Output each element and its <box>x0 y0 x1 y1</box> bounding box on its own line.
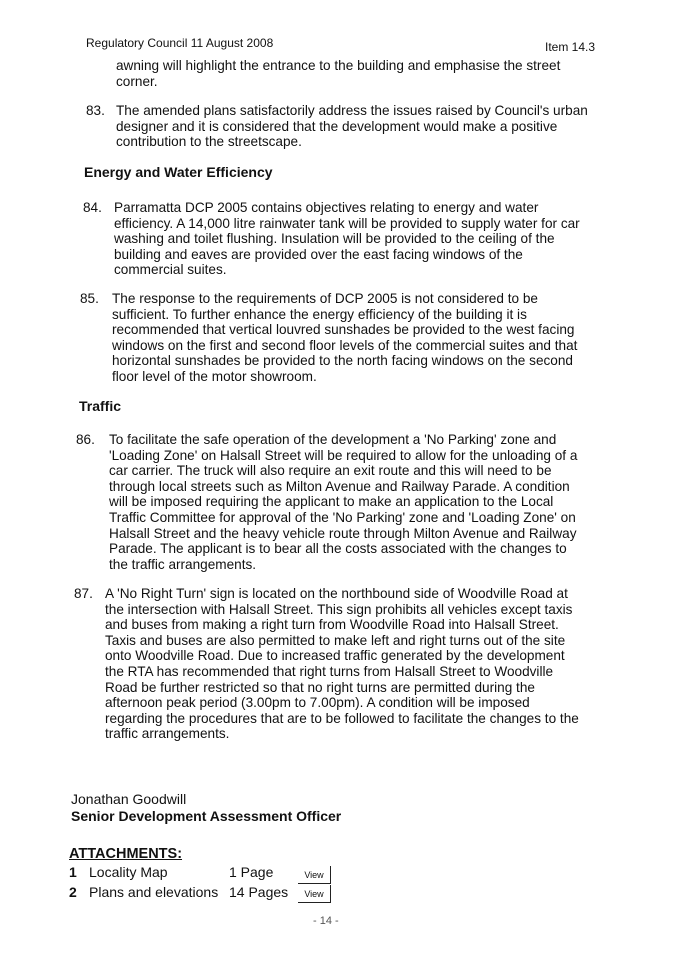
paragraph-text: To facilitate the safe operation of the development a 'No Parking' zone and 'Loading Zone' on Halsall Street will be required to allow for the unloading of a car carrier. The truck will also require an exit route and this will need to be through local streets such as Milton Avenue and Railway Parade. A condition will be imposed requiring the applicant to make an application to the Local Traffic Committee for approval of the 'No Parking' zone and 'Loading Zone' on Halsall Street and the heavy vehicle route through Milton Avenue and Railway Parade. The applicant is to bear all the costs associated with the changes to the traffic arrangements. <box>109 432 578 572</box>
paragraph-number: 83. <box>86 103 105 118</box>
page-number: - 14 - <box>313 915 339 927</box>
heading-traffic: Traffic <box>79 398 122 414</box>
paragraph-text: A 'No Right Turn' sign is located on the northbound side of Woodville Road at the intersection with Halsall Street. This sign prohibits all vehicles except taxis and buses from making a right turn from Woodville Road into Halsall Street. Taxis and buses are also permitted to make left and right turns out of the site onto Woodville Road. Due to increased traffic generated by the development the RTA has recommended that right turns from Halsall Street to Woodville Road be further restricted so that no right turns are permitted during the afternoon peak period (3.00pm to 7.00pm). A condition will be imposed regarding the procedures that are to be followed to facilitate the changes to the traffic arrangements. <box>105 586 579 742</box>
attachments-heading: ATTACHMENTS: <box>69 846 183 862</box>
signature-name: Jonathan Goodwill <box>71 791 187 807</box>
header-meeting: Regulatory Council 11 August 2008 <box>86 36 274 50</box>
continuation-text: awning will highlight the entrance to the building and emphasise the street corner. <box>116 58 561 89</box>
header-item-number: Item 14.3 <box>545 40 596 54</box>
paragraph-number: 85. <box>80 291 99 306</box>
paragraph-number: 87. <box>74 586 93 601</box>
paragraph-number: 84. <box>83 200 102 215</box>
attachment-number: 1 <box>69 864 77 880</box>
paragraph-text: Parramatta DCP 2005 contains objectives relating to energy and water efficiency. A 14,000 litre rainwater tank will be provided to supply water for car washing and toilet flushing. Insulation will be provided to the ceiling of the building and eaves are provided over the east facing windows of the commercial suites. <box>114 200 580 278</box>
view-attachment-button[interactable]: View <box>298 885 331 903</box>
attachment-name: Locality Map <box>89 864 168 880</box>
view-attachment-button[interactable]: View <box>298 866 331 884</box>
paragraph-text: The amended plans satisfactorily address the issues raised by Council's urban designer and it is considered that the development would make a positive contribution to the streetscape. <box>116 103 588 150</box>
attachment-name: Plans and elevations <box>89 884 219 900</box>
attachment-number: 2 <box>69 884 77 900</box>
paragraph-number: 86. <box>76 432 95 447</box>
attachment-pages: 1 Page <box>229 864 274 880</box>
attachment-pages: 14 Pages <box>229 884 289 900</box>
heading-energy: Energy and Water Efficiency <box>84 164 273 180</box>
paragraph-text: The response to the requirements of DCP 2005 is not considered to be sufficient. To further enhance the energy efficiency of the building it is recommended that vertical louvred sunshades be provided to the west facing windows on the first and second floor levels of the commercial suites and that horizontal sunshades be provided to the north facing windows on the second floor level of the motor showroom. <box>112 291 578 384</box>
signature-title: Senior Development Assessment Officer <box>71 808 342 824</box>
